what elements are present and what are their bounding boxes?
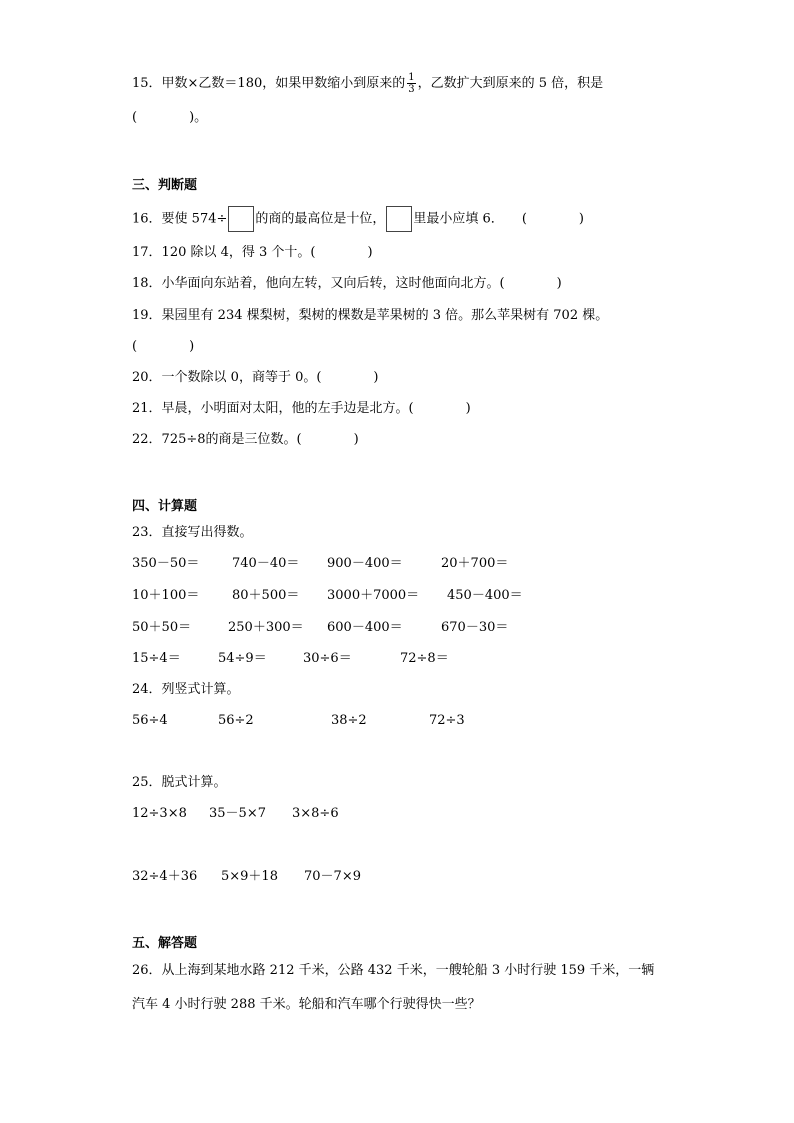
section-title-calculation: 四、计算题 (132, 499, 198, 514)
question-17: 17．120 除以 4，得 3 个十。( ) (132, 245, 373, 260)
calc-item: 3000＋7000＝ (327, 588, 420, 603)
q15-prefix: 15．甲数×乙数＝180，如果甲数缩小到原来的 (132, 76, 406, 91)
question-25: 25．脱式计算。 (132, 775, 227, 790)
question-15-answer[interactable]: ( )。 (132, 110, 208, 125)
question-21: 21．早晨，小明面对太阳，他的左手边是北方。( ) (132, 401, 471, 416)
question-22: 22．725÷8的商是三位数。( ) (132, 432, 359, 447)
answer-box[interactable] (228, 206, 254, 232)
fraction-one-third (407, 72, 415, 95)
fraction-denominator: 3 (408, 84, 415, 95)
question-26-line-2: 汽车 4 小时行驶 288 千米。轮船和汽车哪个行驶得快一些？ (132, 997, 481, 1012)
answer-box[interactable] (386, 206, 412, 232)
q16-part-a: 16．要使 574÷ (132, 211, 228, 227)
vertical-calc-item: 72÷3 (429, 713, 465, 728)
calc-item: 30÷6＝ (303, 651, 352, 666)
stepwise-calc-item: 3×8÷6 (292, 806, 339, 821)
calc-item: 54÷9＝ (218, 651, 267, 666)
calc-item: 50＋50＝ (132, 620, 192, 635)
q16-part-b: 的商的最高位是十位， (255, 211, 386, 227)
calc-item: 10＋100＝ (132, 588, 200, 603)
section-title-solutions: 五、解答题 (132, 936, 198, 951)
question-23: 23．直接写出得数。 (132, 525, 253, 540)
stepwise-calc-item: 32÷4＋36 (132, 869, 198, 884)
stepwise-calc-item: 35－5×7 (209, 806, 266, 821)
question-26-line-1: 26．从上海到某地水路 212 千米，公路 432 千米，一艘轮船 3 小时行驶 159 千米，一辆 (132, 963, 655, 978)
calc-item: 670－30＝ (441, 620, 509, 635)
calc-item: 80＋500＝ (232, 588, 300, 603)
question-20: 20．一个数除以 0，商等于 0。( ) (132, 370, 379, 385)
calc-item: 740－40＝ (232, 556, 300, 571)
fraction-numerator: 1 (408, 72, 415, 83)
stepwise-calc-item: 12÷3×8 (132, 806, 187, 821)
q16-answer-paren[interactable]: ( ) (521, 211, 584, 227)
stepwise-calc-item: 70－7×9 (304, 869, 361, 884)
calc-item: 15÷4＝ (132, 651, 181, 666)
calc-item: 20＋700＝ (441, 556, 509, 571)
vertical-calc-item: 56÷2 (218, 713, 254, 728)
vertical-calc-item: 56÷4 (132, 713, 168, 728)
calc-item: 250＋300＝ (228, 620, 304, 635)
calc-item: 600－400＝ (327, 620, 403, 635)
vertical-calc-item: 38÷2 (331, 713, 367, 728)
calc-item: 450－400＝ (447, 588, 523, 603)
question-18: 18．小华面向东站着，他向左转，又向后转，这时他面向北方。( ) (132, 276, 562, 291)
question-16 (132, 206, 584, 232)
question-15 (132, 72, 603, 95)
stepwise-calc-item: 5×9＋18 (221, 869, 278, 884)
question-19: 19．果园里有 234 棵梨树，梨树的棵数是苹果树的 3 倍。那么苹果树有 702 棵。 (132, 308, 609, 323)
question-19-answer[interactable]: ( ) (132, 339, 195, 354)
question-24: 24．列竖式计算。 (132, 682, 240, 697)
calc-item: 900－400＝ (327, 556, 403, 571)
q16-part-c: 里最小应填 6． (413, 211, 504, 227)
q15-suffix: ，乙数扩大到原来的 5 倍，积是 (417, 76, 604, 91)
calc-item: 72÷8＝ (400, 651, 449, 666)
section-title-judgement: 三、判断题 (132, 178, 198, 193)
calc-item: 350－50＝ (132, 556, 200, 571)
